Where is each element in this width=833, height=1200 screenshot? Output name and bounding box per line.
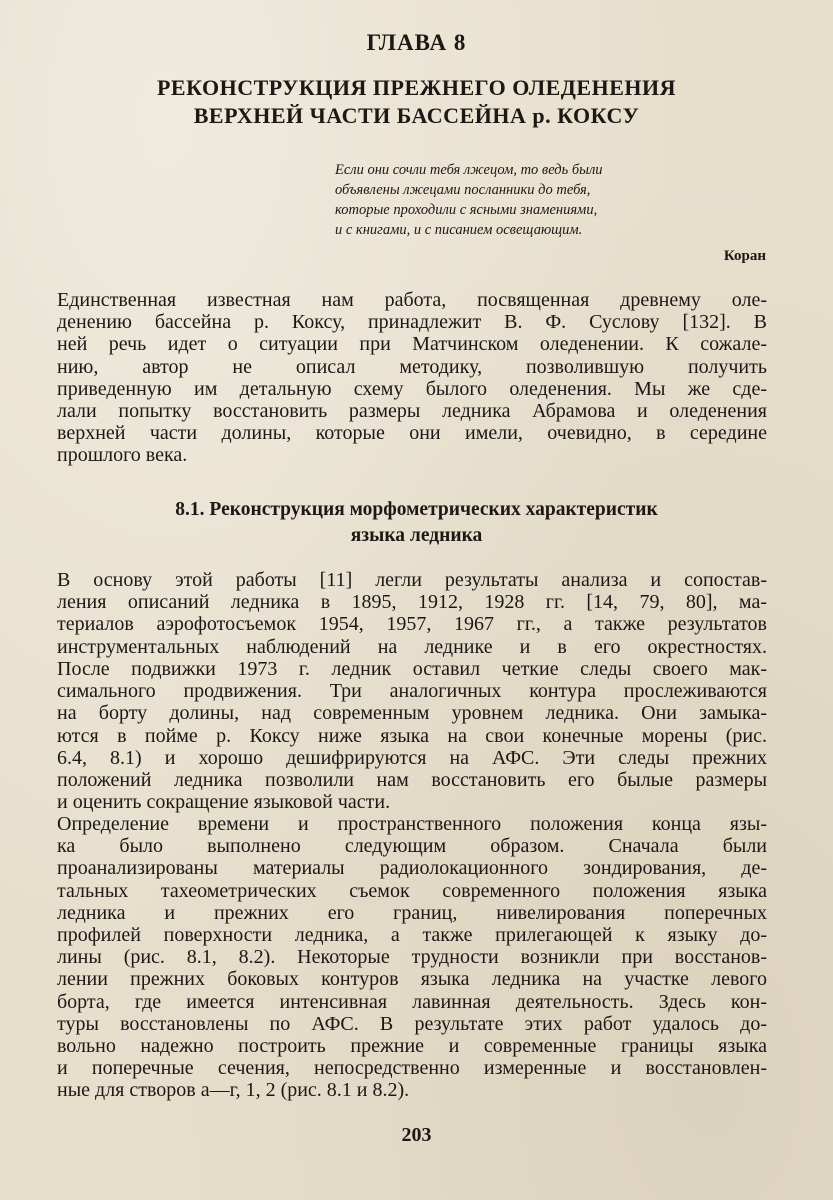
chapter-title (0, 74, 833, 130)
text-line: ления описаний ледника в 1895, 1912, 1928 гг. [14, 79, 80], ма- (57, 591, 767, 614)
text-line: прошлого века. (57, 444, 188, 467)
text-line: симального продвижения. Три аналогичных контура прослеживаются (57, 680, 767, 703)
text-line: ются в пойме р. Коксу ниже языка на свои конечные морены (рис. (57, 724, 767, 747)
text-line: верхней части долины, которые они имели, очевидно, в середине (57, 422, 767, 445)
epigraph-source: Коран (723, 248, 766, 264)
body-paragraph (57, 658, 767, 813)
text-line: лали попытку восстановить размеры ледника Абрамова и оледенения (57, 400, 767, 423)
section-title-line: языка ледника (350, 525, 483, 546)
text-line: Единственная известная нам работа, посвященная древнему оле- (57, 289, 767, 311)
text-line: териалов аэрофотосъемок 1954, 1957, 1967 гг., а также результатов (57, 613, 767, 636)
chapter-title-line: РЕКОНСТРУКЦИЯ ПРЕЖНЕГО ОЛЕДЕНЕНИЯ (156, 75, 677, 100)
intro-paragraph (57, 289, 767, 467)
text-line: положений ледника позволили нам восстановить его былые размеры (57, 769, 767, 792)
text-line: инструментальных наблюдений на леднике и в его окрестностях. (57, 635, 767, 658)
epigraph-line: и с книгами, и с писанием освещающим. (335, 222, 583, 238)
text-line: проанализированы материалы радиолокационного зондирования, де- (57, 857, 767, 880)
text-line: туры восстановлены по АФС. В результате этих работ удалось до- (57, 1012, 767, 1035)
body-paragraph (57, 569, 767, 658)
text-line: После подвижки 1973 г. ледник оставил четкие следы своего мак- (57, 658, 767, 680)
text-line: лении прежних боковых контуров языка ледника на участке левого (57, 968, 767, 991)
text-line: ней речь идет о ситуации при Матчинском оледенении. К сожале- (57, 333, 767, 356)
epigraph-line: которые проходили с ясными знамениями, (335, 202, 598, 218)
text-line: ледника и прежних его границ, нивелирования поперечных (57, 901, 767, 924)
text-line: вольно надежно построить прежние и современные границы языка (57, 1035, 767, 1058)
text-line: тальных тахеометрических съемок современного положения языка (57, 879, 767, 902)
text-line: ные для створов а—г, 1, 2 (рис. 8.1 и 8.2). (57, 1079, 410, 1102)
text-line: лины (рис. 8.1, 8.2). Некоторые трудности возникли при восстанов- (57, 946, 767, 969)
text-line: нию, автор не описал методику, позволившую получить (57, 355, 767, 378)
text-line: В основу этой работы [11] легли результаты анализа и сопостав- (57, 569, 767, 591)
chapter-title-line: ВЕРХНЕЙ ЧАСТИ БАССЕЙНА р. КОКСУ (193, 103, 640, 128)
text-line: ка было выполнено следующим образом. Сначала были (57, 835, 767, 858)
epigraph-line: Если они сочли тебя лжецом, то ведь были (335, 162, 603, 178)
chapter-label: ГЛАВА 8 (366, 30, 467, 55)
text-line: Определение времени и пространственного положения конца язы- (57, 813, 767, 835)
section-title-line: 8.1. Реконструкция морфометрических характеристик (175, 499, 658, 520)
text-line: борта, где имеется интенсивная лавинная деятельность. Здесь кон- (57, 990, 767, 1013)
page-number: 203 (401, 1124, 432, 1146)
text-line: профилей поверхности ледника, а также прилегающей к языку до- (57, 924, 767, 947)
text-line: приведенную им детальную схему былого оледенения. Мы же сде- (57, 377, 767, 400)
section-title (0, 497, 833, 549)
body-paragraph (57, 813, 767, 1102)
epigraph (335, 160, 755, 240)
text-line: и поперечные сечения, непосредственно измеренные и восстановлен- (57, 1057, 767, 1080)
text-line: денению бассейна р. Коксу, принадлежит В. Ф. Суслову [132]. В (57, 311, 767, 334)
epigraph-line: объявлены лжецами посланники до тебя, (335, 182, 591, 198)
text-line: 6.4, 8.1) и хорошо дешифрируются на АФС. Эти следы прежних (57, 746, 767, 769)
text-line: на борту долины, над современным уровнем ледника. Они замыка- (57, 702, 767, 725)
text-line: и оценить сокращение языковой части. (57, 791, 391, 814)
